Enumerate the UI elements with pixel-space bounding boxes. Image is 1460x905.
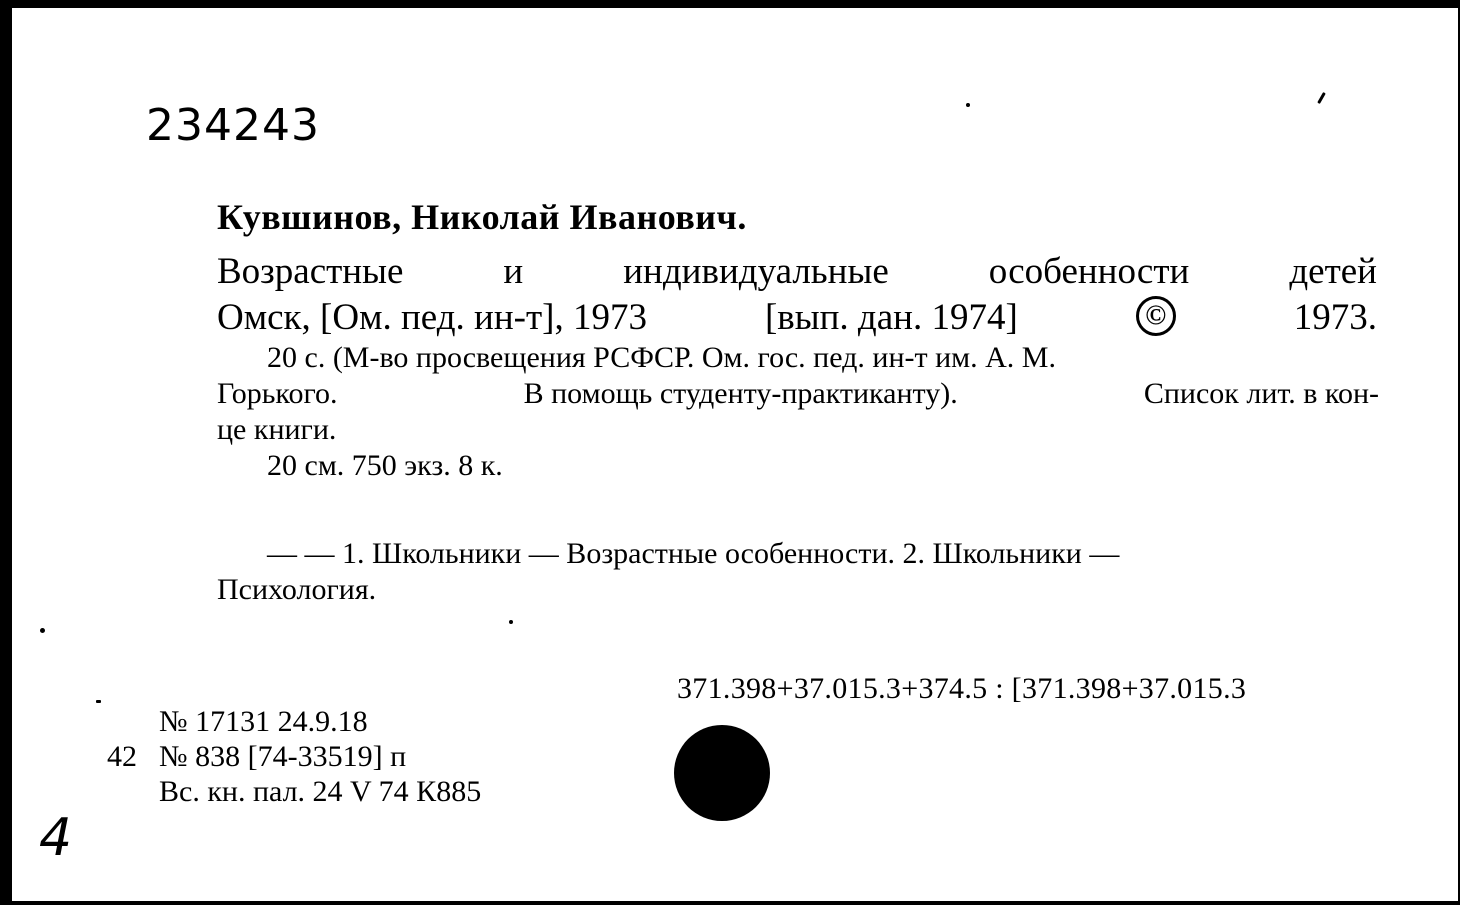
subject-line: Психология. <box>217 573 377 606</box>
title-word: детей <box>1289 251 1377 292</box>
registry-prefix: 42 <box>107 740 137 773</box>
title-word: индивидуальные <box>623 251 889 292</box>
notes-text: Список лит. в кон- <box>1143 377 1379 410</box>
registry-block <box>107 704 481 809</box>
copyright-icon: © <box>1136 296 1176 336</box>
notes-text: Горького. <box>217 377 338 410</box>
release-date: [вып. дан. 1974] <box>764 297 1018 338</box>
catalog-card <box>12 8 1458 901</box>
udc-classification: 371.398+37.015.3+374.5 : [371.398+37.015.3 <box>677 672 1247 705</box>
publication-info <box>217 296 1377 339</box>
punched-hole-mark <box>674 725 770 821</box>
speck <box>509 620 513 624</box>
notes-line: це книги. <box>217 413 337 446</box>
registry-text: Вс. кн. пал. 24 V 74 К885 <box>159 775 482 808</box>
subject-headings <box>217 536 1369 608</box>
title-word: особенности <box>988 251 1190 292</box>
notes-line <box>217 376 1379 412</box>
speck <box>966 103 970 107</box>
corner-handwritten-mark: 4 <box>39 808 73 868</box>
speck <box>96 700 101 703</box>
notes-line: 20 см. 750 экз. 8 к. <box>267 449 503 482</box>
title-word: и <box>503 251 524 292</box>
copyright-year: 1973. <box>1293 297 1377 338</box>
subject-line: — — 1. Школьники — Возрастные особенности. 2. Школьники — <box>267 537 1120 570</box>
registry-line <box>107 704 481 739</box>
inventory-number: 234243 <box>146 100 320 151</box>
registry-text: № 838 [74-33519] п <box>159 740 407 773</box>
registry-line <box>107 774 481 809</box>
notes-line <box>217 340 1379 376</box>
author-heading: Кувшинов, Николай Иванович. <box>217 197 747 237</box>
speck <box>1317 92 1326 104</box>
registry-line <box>107 739 481 774</box>
title-word: Возрастные <box>217 251 404 292</box>
notes-text: В помощь студенту-практиканту). <box>523 377 958 410</box>
registry-text: № 17131 24.9.18 <box>159 705 368 738</box>
physical-description <box>217 340 1379 484</box>
speck <box>40 628 45 633</box>
notes-text: 20 с. (М-во просвещения РСФСР. Ом. гос. пед. ин-т им. А. М. <box>267 341 1056 374</box>
book-title <box>217 250 1377 293</box>
publisher-place-year: Омск, [Ом. пед. ин-т], 1973 <box>217 297 647 338</box>
